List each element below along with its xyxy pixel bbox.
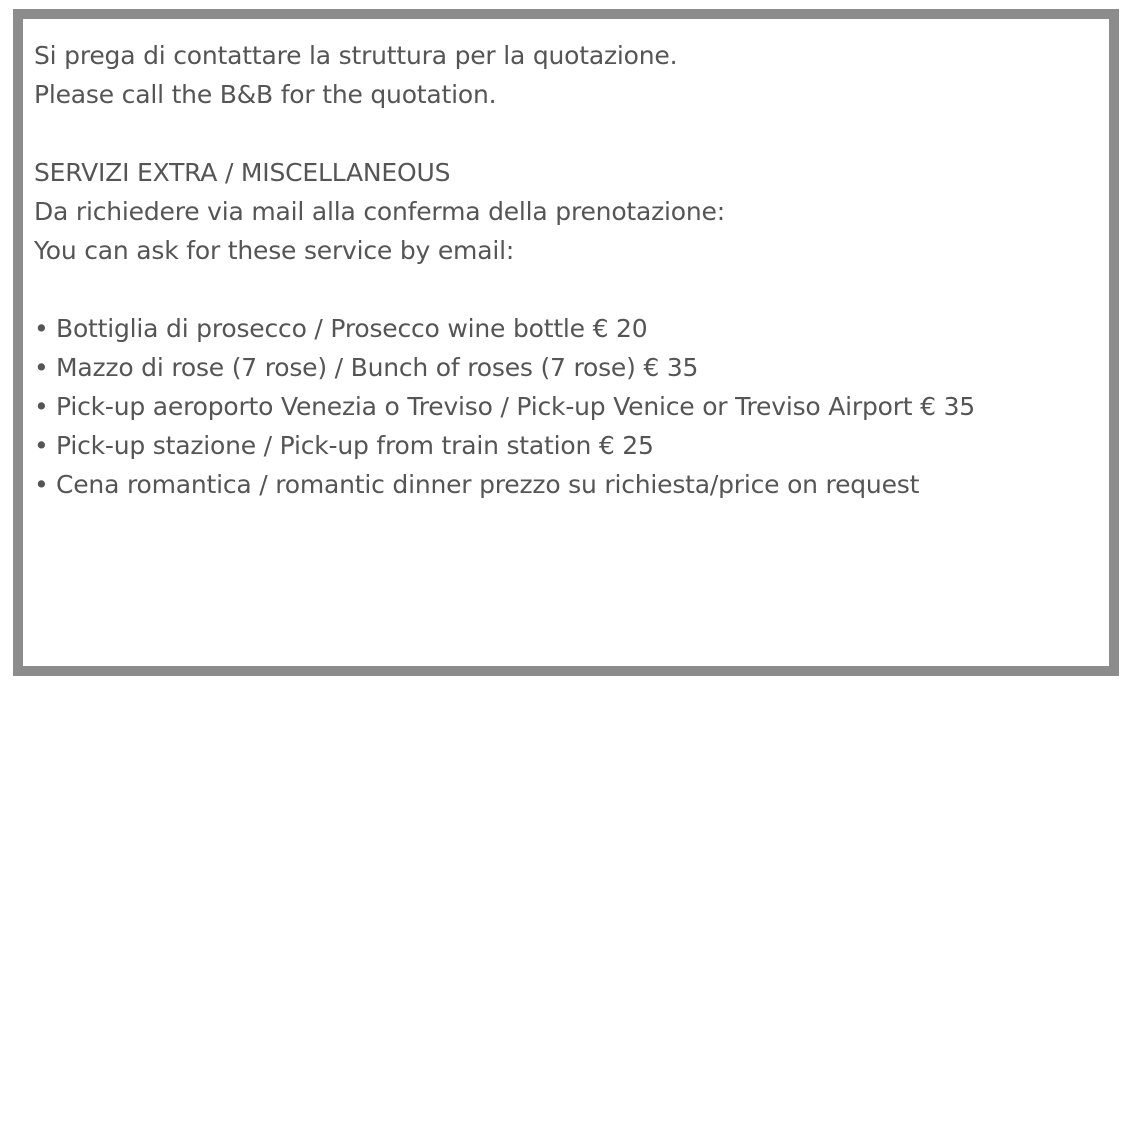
- list-item: [34, 348, 1101, 387]
- list-item: [34, 426, 1101, 465]
- extras-list: [34, 309, 1101, 504]
- list-item-text: Mazzo di rose (7 rose) / Bunch of roses (7 rose) € 35: [56, 353, 699, 382]
- bullet-icon: •: [34, 314, 49, 343]
- list-item: [34, 309, 1101, 348]
- spacer: [34, 270, 1101, 309]
- list-item-text: Cena romantica / romantic dinner prezzo su richiesta/price on request: [56, 470, 920, 499]
- list-item-text: Pick-up stazione / Pick-up from train station € 25: [56, 431, 654, 460]
- list-item: [34, 387, 1101, 426]
- bullet-icon: •: [34, 392, 49, 421]
- extras-info-box: [13, 9, 1119, 676]
- bullet-icon: •: [34, 431, 49, 460]
- quotation-note-en: Please call the B&B for the quotation.: [34, 80, 497, 109]
- list-item-text: Pick-up aeroporto Venezia o Treviso / Pick-up Venice or Treviso Airport € 35: [56, 392, 976, 421]
- quotation-note-it: Si prega di contattare la struttura per la quotazione.: [34, 41, 678, 70]
- bullet-icon: •: [34, 353, 49, 382]
- info-box-content: [34, 36, 1101, 504]
- extras-heading: SERVIZI EXTRA / MISCELLANEOUS: [34, 158, 451, 187]
- list-item: [34, 465, 1101, 504]
- bullet-icon: •: [34, 470, 49, 499]
- spacer: [34, 114, 1101, 153]
- extras-intro-en: You can ask for these service by email:: [34, 236, 515, 265]
- extras-intro-it: Da richiedere via mail alla conferma della prenotazione:: [34, 197, 725, 226]
- list-item-text: Bottiglia di prosecco / Prosecco wine bottle € 20: [56, 314, 648, 343]
